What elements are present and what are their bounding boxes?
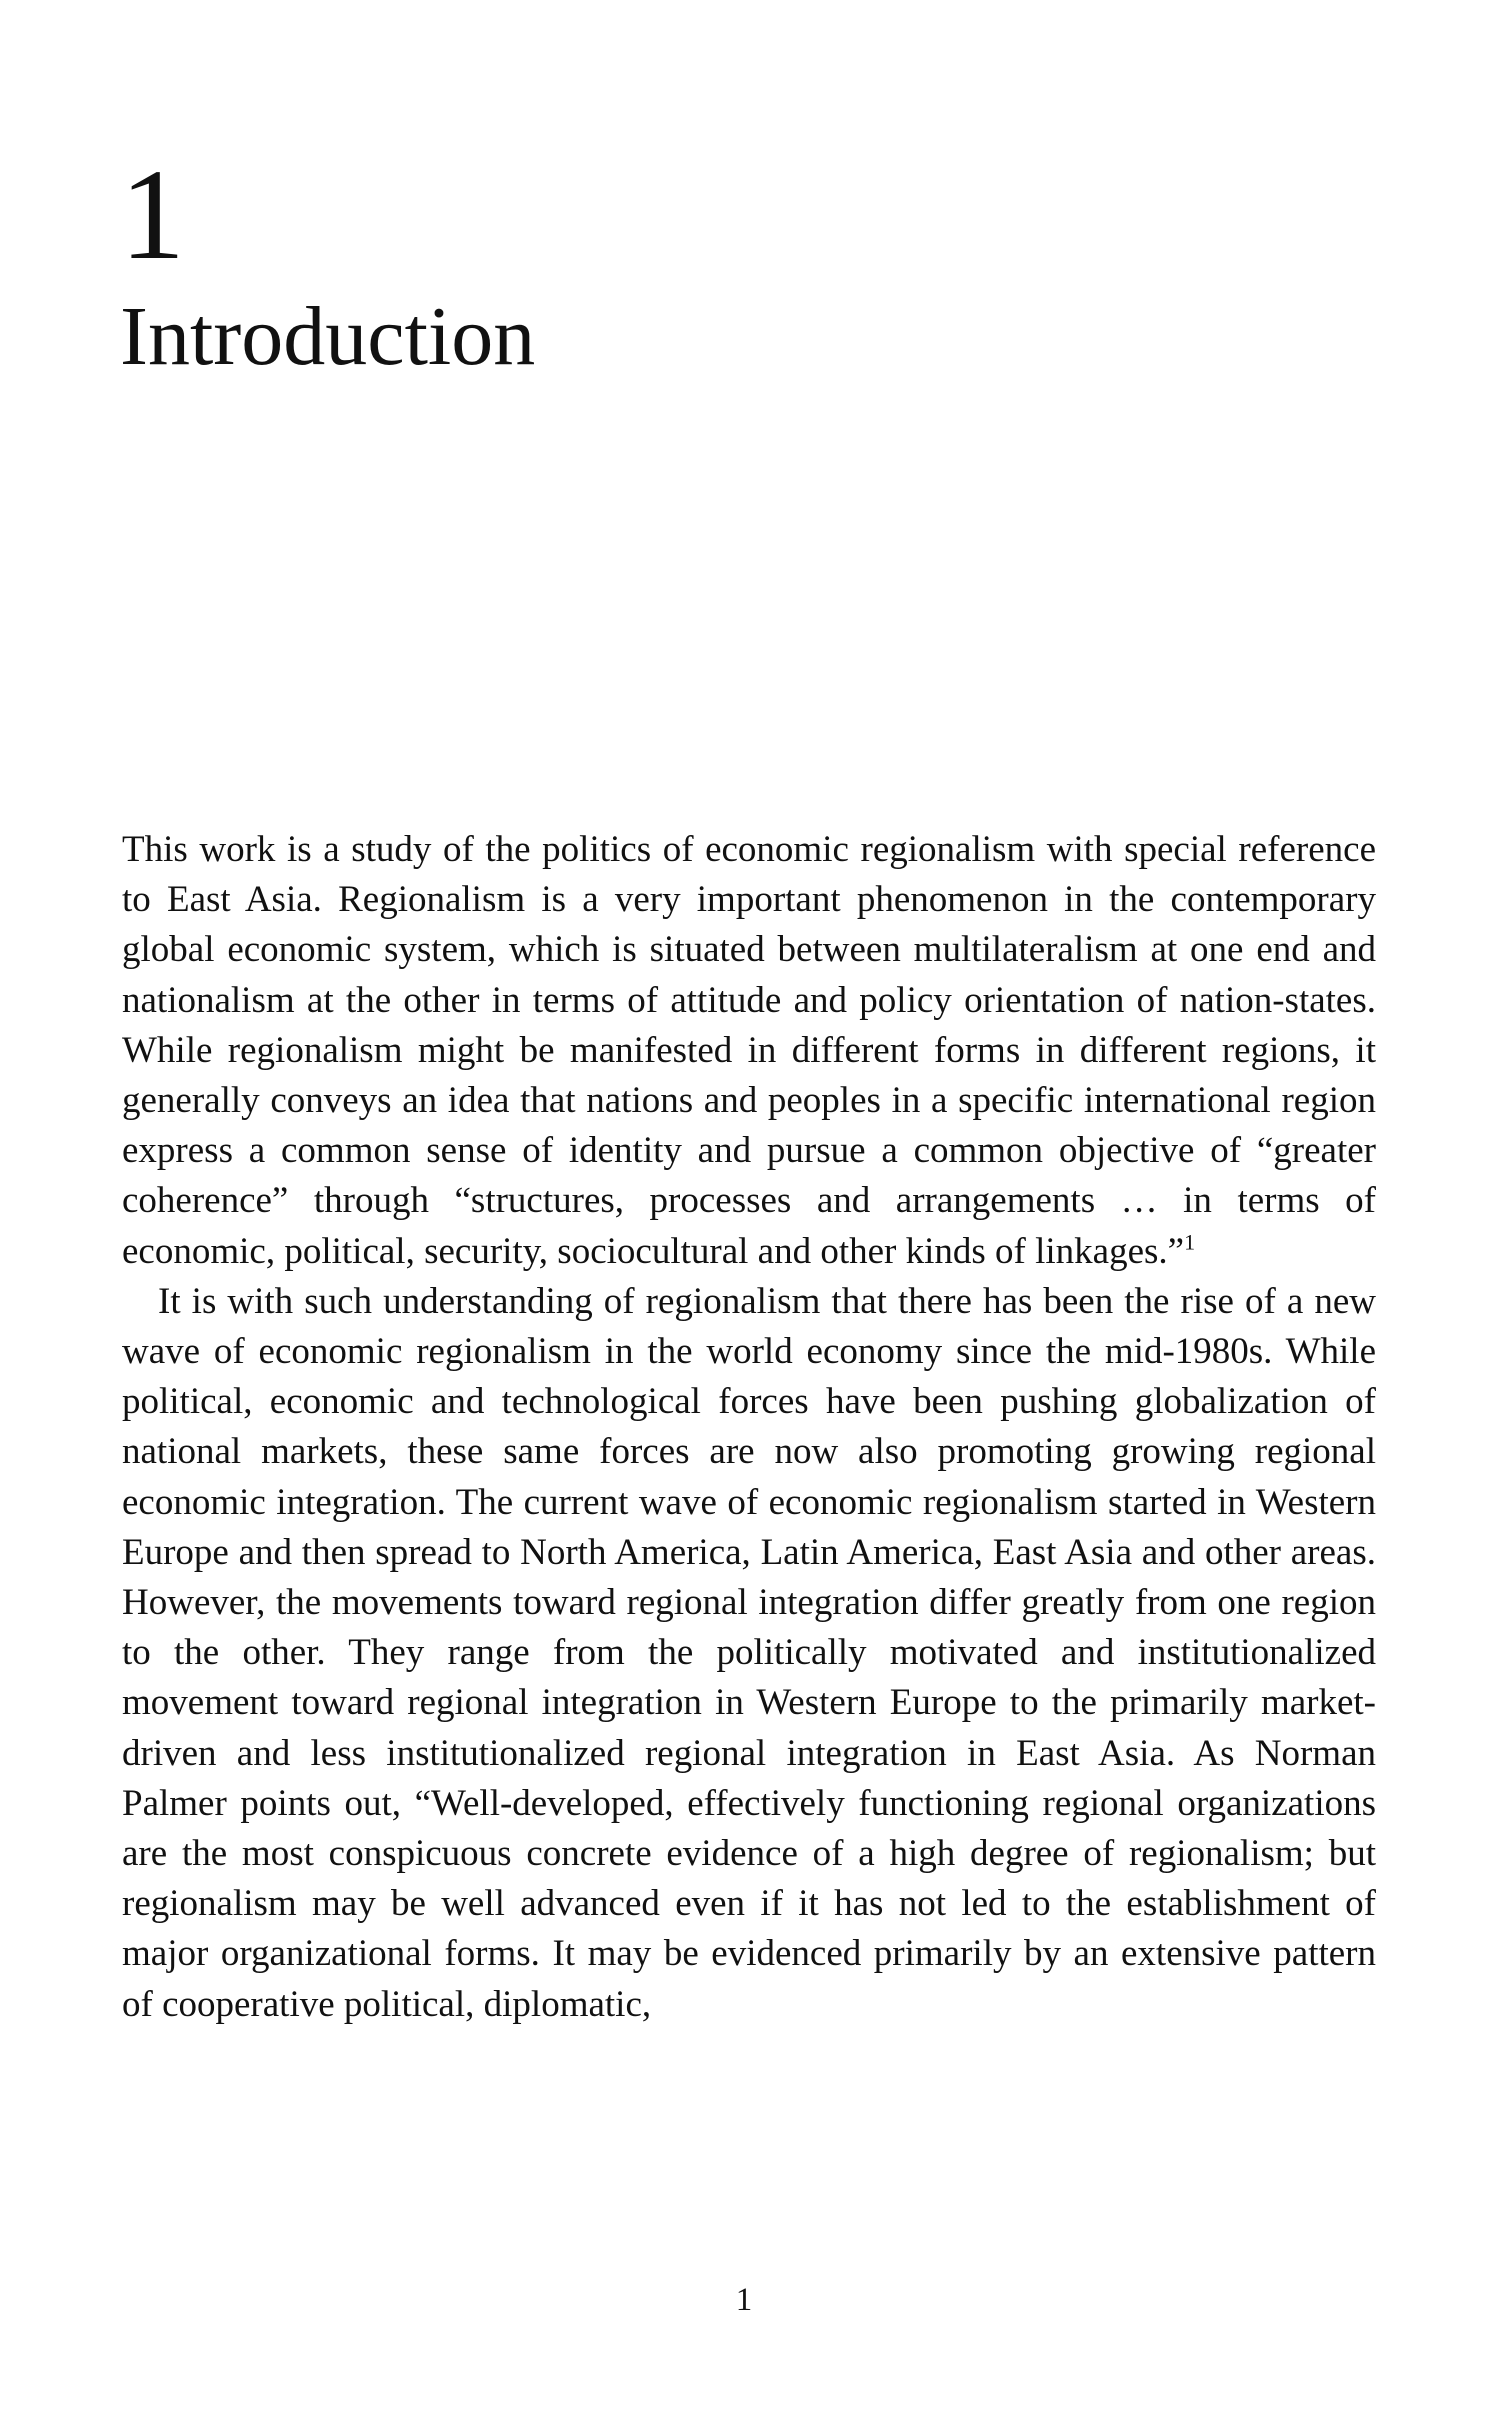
- chapter-title: Introduction: [120, 290, 536, 383]
- page-number: 1: [735, 2282, 753, 2318]
- paragraph-2: [122, 1277, 1376, 2030]
- chapter-number: 1: [120, 143, 185, 287]
- footnote-reference[interactable]: 1: [1184, 1229, 1196, 1255]
- paragraph-1-text: This work is a study of the politics of economic regionalism with special reference to East Asia. Regionalism is a very important phenomenon in the contemporary global economic system, which is situated between multilateralism at one end and nationalism at the other in terms of attitude and policy orientation of nation-states. While regionalism might be manifested in different forms in different regions, it generally conveys an idea that nations and peoples in a specific international region express a common sense of identity and pursue a common objective of “greater coherence” through “structures, processes and arrangements … in terms of economic, political, security, sociocultural and other kinds of linkages.”: [122, 829, 1376, 1272]
- paragraph-1: [122, 825, 1376, 1277]
- paragraph-2-text: It is with such understanding of regionalism that there has been the rise of a new wave of economic regionalism in the world economy since the mid-1980s. While political, economic and technological forces have been pushing globalization of national markets, these same forces are now also promoting growing regional economic integration. The current wave of economic regionalism started in Western Europe and then spread to North America, Latin America, East Asia and other areas. However, the movements toward regional integration differ greatly from one region to the other. They range from the politically motivated and institutionalized movement toward regional integration in Western Europe to the primarily market-driven and less institutionalized regional integration in East Asia. As Norman Palmer points out, “Well-developed, effectively functioning regional organizations are the most conspicuous concrete evidence of a high degree of regionalism; but regionalism may be well advanced even if it has not led to the establishment of major organizational forms. It may be evidenced primarily by an extensive pattern of cooperative political, diplomatic,: [122, 1280, 1376, 2025]
- body-text: [122, 825, 1376, 2030]
